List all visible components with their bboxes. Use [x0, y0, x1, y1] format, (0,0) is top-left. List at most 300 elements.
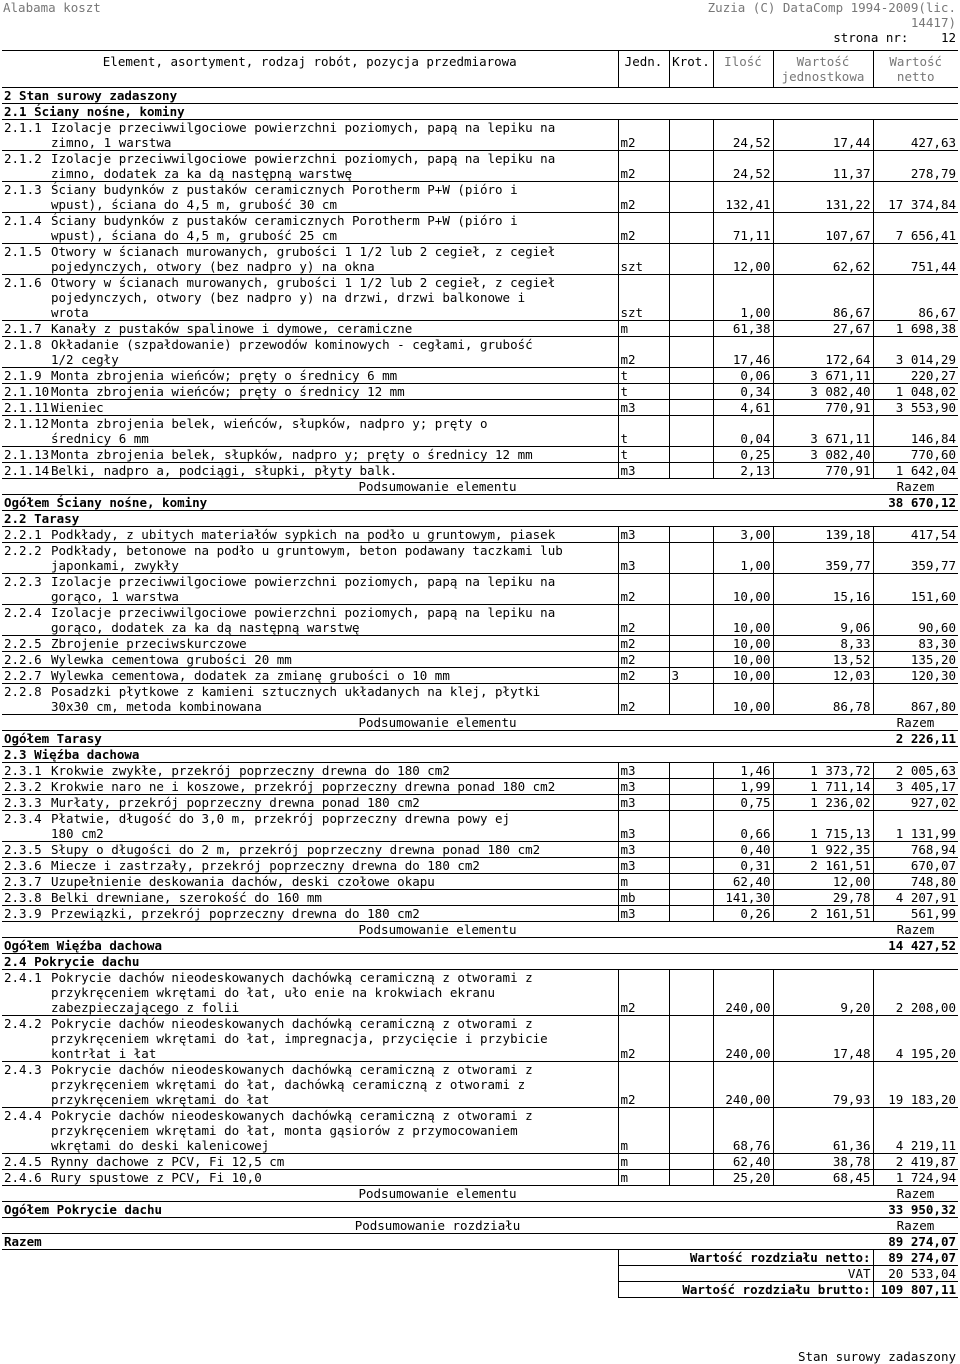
item-number: 2.3.7: [4, 874, 42, 889]
item-number: 2.3.2: [4, 779, 42, 794]
item-krot: [669, 151, 713, 182]
page-number-value: 12: [940, 30, 956, 45]
item-quantity: 2,13: [713, 463, 773, 479]
item-description-cell: [2, 890, 618, 906]
item-unit: m2: [618, 120, 669, 151]
item-quantity: 12,00: [713, 244, 773, 275]
item-description-cell: [2, 1154, 618, 1170]
section-row: [2, 954, 958, 970]
item-unit: t: [618, 447, 669, 463]
element-summary-label: Podsumowanie elementu: [2, 715, 873, 731]
item-unit: m: [618, 1108, 669, 1154]
item-net-value: 1 048,02: [873, 384, 958, 400]
item-number: 2.3.4: [4, 811, 42, 826]
item-unit-price: 61,36: [773, 1108, 873, 1154]
item-row: [2, 275, 958, 321]
item-row: [2, 811, 958, 842]
item-unit: m3: [618, 463, 669, 479]
item-quantity: 17,46: [713, 337, 773, 368]
section-total-value: 33 950,32: [873, 1202, 958, 1218]
item-unit-price: 3 671,11: [773, 416, 873, 447]
item-row: [2, 384, 958, 400]
item-number: 2.1.6: [4, 275, 42, 290]
item-row: [2, 779, 958, 795]
item-row: [2, 574, 958, 605]
item-description: Zbrojenie przeciwskurczowe: [51, 636, 247, 651]
col-unit: Jedn.: [618, 51, 669, 88]
item-description: Pokrycie dachów nieodeskowanych dachówką ceramiczną z otworami z przykręceniem wkrętami do łat, monta gąsiorów z przymocowaniem wkrętami do deski kalenicowej: [51, 1108, 533, 1153]
item-row: [2, 368, 958, 384]
item-unit-price: 3 671,11: [773, 368, 873, 384]
item-quantity: 10,00: [713, 574, 773, 605]
item-description-cell: [2, 337, 618, 368]
item-krot: [669, 1016, 713, 1062]
item-unit: szt: [618, 244, 669, 275]
item-row: [2, 416, 958, 447]
item-description-cell: [2, 463, 618, 479]
item-unit: m: [618, 1170, 669, 1186]
item-description: Monta zbrojenia wieńców; pręty o średnicy 6 mm: [51, 368, 398, 383]
item-net-value: 1 724,94: [873, 1170, 958, 1186]
item-quantity: 132,41: [713, 182, 773, 213]
item-number: 2.1.4: [4, 213, 42, 228]
chapter-vat-value: 20 533,04: [873, 1266, 958, 1282]
item-number: 2.2.1: [4, 527, 42, 542]
page-number: [833, 30, 956, 45]
item-quantity: 10,00: [713, 652, 773, 668]
item-description: Przewiązki, przekrój poprzeczny drewna do 180 cm2: [51, 906, 420, 921]
item-unit: t: [618, 368, 669, 384]
item-number: 2.3.6: [4, 858, 42, 873]
spacer-cell: [2, 1250, 618, 1266]
item-krot: [669, 337, 713, 368]
item-krot: [669, 779, 713, 795]
item-unit: m2: [618, 182, 669, 213]
item-description: Izolacje przeciwwilgociowe powierzchni poziomych, papą na lepiku na gorąco, dodatek za ka dą następną warstwę: [51, 605, 556, 635]
item-row: [2, 244, 958, 275]
item-krot: [669, 605, 713, 636]
item-row: [2, 543, 958, 574]
item-net-value: 3 553,90: [873, 400, 958, 416]
item-quantity: 141,30: [713, 890, 773, 906]
chapter-summary-row: [2, 1218, 958, 1234]
item-net-value: 561,99: [873, 906, 958, 922]
item-krot: [669, 463, 713, 479]
item-unit: m2: [618, 1062, 669, 1108]
element-summary-razem: Razem: [873, 479, 958, 495]
item-unit-price: 79,93: [773, 1062, 873, 1108]
item-row: [2, 605, 958, 636]
item-unit-price: 172,64: [773, 337, 873, 368]
item-quantity: 10,00: [713, 605, 773, 636]
header-copyright: [708, 0, 956, 30]
item-description: Rynny dachowe z PCV, Fi 12,5 cm: [51, 1154, 285, 1169]
item-description-cell: [2, 668, 618, 684]
cost-table: [2, 50, 958, 1298]
item-net-value: 120,30: [873, 668, 958, 684]
item-unit: m2: [618, 337, 669, 368]
section-total-row: [2, 1202, 958, 1218]
item-number: 2.1.10: [4, 384, 50, 399]
item-description-cell: [2, 1108, 618, 1154]
item-quantity: 10,00: [713, 636, 773, 652]
item-description: Podkłady, z ubitych materiałów sypkich na podło u gruntowym, piasek: [51, 527, 556, 542]
item-krot: [669, 527, 713, 543]
item-unit-price: 2 161,51: [773, 858, 873, 874]
section-title: 2.1 Ściany nośne, kominy: [2, 104, 958, 120]
page-footer: Stan surowy zadaszony: [797, 1349, 956, 1364]
item-description: Monta zbrojenia belek, wieńców, słupków, nadpro y; pręty o średnicy 6 mm: [51, 416, 488, 446]
item-quantity: 3,00: [713, 527, 773, 543]
item-description: Rury spustowe z PCV, Fi 10,0: [51, 1170, 262, 1185]
item-quantity: 24,52: [713, 151, 773, 182]
item-description: Wylewka cementowa, dodatek za zmianę grubości o 10 mm: [51, 668, 450, 683]
item-krot: [669, 321, 713, 337]
section-total-row: [2, 495, 958, 511]
item-description: Słupy o długości do 2 m, przekrój poprzeczny drewna ponad 180 cm2: [51, 842, 541, 857]
item-quantity: 0,25: [713, 447, 773, 463]
item-unit: m2: [618, 605, 669, 636]
item-row: [2, 763, 958, 779]
item-unit: m2: [618, 574, 669, 605]
item-row: [2, 1062, 958, 1108]
item-number: 2.2.3: [4, 574, 42, 589]
section-title: 2.2 Tarasy: [2, 511, 958, 527]
col-krot: Krot.: [669, 51, 713, 88]
item-krot: [669, 652, 713, 668]
item-krot: [669, 906, 713, 922]
item-quantity: 240,00: [713, 1062, 773, 1108]
item-unit: m: [618, 874, 669, 890]
section-total-label: Ogółem Więźba dachowa: [2, 938, 873, 954]
item-unit: m3: [618, 763, 669, 779]
item-number: 2.2.2: [4, 543, 42, 558]
item-krot: [669, 763, 713, 779]
item-unit: m: [618, 1154, 669, 1170]
item-net-value: 867,80: [873, 684, 958, 715]
chapter-total-value: 89 274,07: [873, 1234, 958, 1250]
item-unit-price: 770,91: [773, 400, 873, 416]
item-number: 2.4.4: [4, 1108, 42, 1123]
item-description: Izolacje przeciwwilgociowe powierzchni poziomych, papą na lepiku na gorąco, 1 warstwa: [51, 574, 556, 604]
chapter-total-row: [2, 1234, 958, 1250]
item-number: 2.1.9: [4, 368, 42, 383]
item-quantity: 240,00: [713, 970, 773, 1016]
item-unit: m3: [618, 795, 669, 811]
item-unit: m2: [618, 636, 669, 652]
item-row: [2, 795, 958, 811]
item-description: Belki, nadpro a, podciągi, słupki, płyty balk.: [51, 463, 398, 478]
item-unit-price: 17,48: [773, 1016, 873, 1062]
item-quantity: 0,04: [713, 416, 773, 447]
item-description: Podkłady, betonowe na podło u gruntowym, beton podawany taczkami lub japonkami, zwykły: [51, 543, 563, 573]
item-unit-price: 107,67: [773, 213, 873, 244]
item-description: Izolacje przeciwwilgociowe powierzchni poziomych, papą na lepiku na zimno, dodatek za ka dą następną warstwę: [51, 151, 556, 181]
item-unit-price: 86,67: [773, 275, 873, 321]
element-summary-row: [2, 1186, 958, 1202]
item-unit-price: 12,00: [773, 874, 873, 890]
item-description: Krokwie naro ne i koszowe, przekrój poprzeczny drewna ponad 180 cm2: [51, 779, 556, 794]
item-number: 2.4.3: [4, 1062, 42, 1077]
item-net-value: 4 195,20: [873, 1016, 958, 1062]
item-description-cell: [2, 400, 618, 416]
section-row: [2, 104, 958, 120]
item-krot: [669, 120, 713, 151]
item-description-cell: [2, 120, 618, 151]
item-unit-price: 1 236,02: [773, 795, 873, 811]
item-unit: m2: [618, 684, 669, 715]
item-description-cell: [2, 874, 618, 890]
col-element: Element, asortyment, rodzaj robót, pozycja przedmiarowa: [2, 51, 618, 88]
item-unit-price: 1 373,72: [773, 763, 873, 779]
item-net-value: 151,60: [873, 574, 958, 605]
item-krot: 3: [669, 668, 713, 684]
item-description-cell: [2, 527, 618, 543]
section-title: 2.3 Więźba dachowa: [2, 747, 958, 763]
item-description: Ściany budynków z pustaków ceramicznych Porotherm P+W (pióro i wpust), ściana do 4,5 m, grubość 25 cm: [51, 213, 518, 243]
item-krot: [669, 970, 713, 1016]
chapter-net-value: 89 274,07: [873, 1250, 958, 1266]
section-total-label: Ogółem Pokrycie dachu: [2, 1202, 873, 1218]
item-number: 2.2.6: [4, 652, 42, 667]
item-krot: [669, 244, 713, 275]
item-row: [2, 874, 958, 890]
item-quantity: 1,46: [713, 763, 773, 779]
item-quantity: 71,11: [713, 213, 773, 244]
item-unit-price: 139,18: [773, 527, 873, 543]
item-net-value: 1 131,99: [873, 811, 958, 842]
section-total-value: 38 670,12: [873, 495, 958, 511]
item-unit: m2: [618, 213, 669, 244]
header-copyright-line1: Zuzia (C) DataComp 1994-2009(lic.: [707, 0, 956, 15]
item-unit: m3: [618, 811, 669, 842]
chapter-summary-razem: Razem: [873, 1218, 958, 1234]
item-krot: [669, 636, 713, 652]
item-net-value: 2 208,00: [873, 970, 958, 1016]
item-krot: [669, 574, 713, 605]
item-description: Belki drewniane, szerokość do 160 mm: [51, 890, 322, 905]
item-unit-price: 359,77: [773, 543, 873, 574]
item-number: 2.3.3: [4, 795, 42, 810]
item-number: 2.1.14: [4, 463, 50, 478]
item-unit-price: 9,06: [773, 605, 873, 636]
item-row: [2, 120, 958, 151]
item-net-value: 86,67: [873, 275, 958, 321]
element-summary-label: Podsumowanie elementu: [2, 1186, 873, 1202]
item-description: Otwory w ścianach murowanych, grubości 1 1/2 lub 2 cegieł, z cegieł pojedynczych, otwory (bez nadpro y) na drzwi, drzwi balkonowe i wrota: [51, 275, 556, 320]
item-krot: [669, 874, 713, 890]
item-unit: t: [618, 384, 669, 400]
item-unit: m3: [618, 779, 669, 795]
item-quantity: 1,99: [713, 779, 773, 795]
item-description: Pokrycie dachów nieodeskowanych dachówką ceramiczną z otworami z przykręceniem wkrętami do łat, dachówką ceramiczną z otworami z przykręceniem wkrętami do łat: [51, 1062, 533, 1107]
item-quantity: 0,66: [713, 811, 773, 842]
item-net-value: 417,54: [873, 527, 958, 543]
item-unit-price: 27,67: [773, 321, 873, 337]
item-description: Uzupełnienie deskowania dachów, deski czołowe okapu: [51, 874, 435, 889]
col-unit-value: Wartość jednostkowa: [773, 51, 873, 88]
item-quantity: 4,61: [713, 400, 773, 416]
item-unit-price: 29,78: [773, 890, 873, 906]
section-total-value: 2 226,11: [873, 731, 958, 747]
item-quantity: 62,40: [713, 874, 773, 890]
chapter-gross-value: 109 807,11: [873, 1282, 958, 1298]
header-copyright-line2: 14417): [910, 15, 956, 30]
item-unit-price: 770,91: [773, 463, 873, 479]
section-total-label: Ogółem Tarasy: [2, 731, 873, 747]
item-net-value: 4 207,91: [873, 890, 958, 906]
item-number: 2.1.2: [4, 151, 42, 166]
item-row: [2, 668, 958, 684]
chapter-vat-row: [2, 1266, 958, 1282]
item-unit-price: 12,03: [773, 668, 873, 684]
item-net-value: 19 183,20: [873, 1062, 958, 1108]
item-unit: m3: [618, 906, 669, 922]
item-net-value: 1 642,04: [873, 463, 958, 479]
item-description-cell: [2, 182, 618, 213]
item-quantity: 0,31: [713, 858, 773, 874]
chapter-gross-label: Wartość rozdziału brutto:: [618, 1282, 873, 1298]
item-row: [2, 337, 958, 368]
item-unit-price: 62,62: [773, 244, 873, 275]
item-net-value: 2 419,87: [873, 1154, 958, 1170]
item-quantity: 10,00: [713, 684, 773, 715]
item-quantity: 0,26: [713, 906, 773, 922]
item-quantity: 68,76: [713, 1108, 773, 1154]
item-krot: [669, 1154, 713, 1170]
element-summary-label: Podsumowanie elementu: [2, 479, 873, 495]
cost-table-body: [2, 51, 958, 1298]
item-row: [2, 684, 958, 715]
section-total-label: Ogółem Ściany nośne, kominy: [2, 495, 873, 511]
item-net-value: 146,84: [873, 416, 958, 447]
item-description: Wylewka cementowa grubości 20 mm: [51, 652, 292, 667]
item-krot: [669, 842, 713, 858]
item-unit-price: 8,33: [773, 636, 873, 652]
item-description: Ściany budynków z pustaków ceramicznych Porotherm P+W (pióro i wpust), ściana do 4,5 m, grubość 30 cm: [51, 182, 518, 212]
item-description: Otwory w ścianach murowanych, grubości 1 1/2 lub 2 cegieł, z cegieł pojedynczych, otwory (bez nadpro y) na okna: [51, 244, 556, 274]
chapter-summary-label: Podsumowanie rozdziału: [2, 1218, 873, 1234]
item-number: 2.1.5: [4, 244, 42, 259]
item-net-value: 768,94: [873, 842, 958, 858]
item-row: [2, 636, 958, 652]
item-unit-price: 131,22: [773, 182, 873, 213]
item-description-cell: [2, 906, 618, 922]
element-summary-label: Podsumowanie elementu: [2, 922, 873, 938]
item-description-cell: [2, 858, 618, 874]
item-description-cell: [2, 368, 618, 384]
item-unit: m: [618, 321, 669, 337]
col-qty: Ilość: [713, 51, 773, 88]
item-unit-price: 86,78: [773, 684, 873, 715]
item-quantity: 240,00: [713, 1016, 773, 1062]
item-number: 2.1.12: [4, 416, 50, 431]
item-description-cell: [2, 213, 618, 244]
item-description-cell: [2, 151, 618, 182]
item-unit: m3: [618, 858, 669, 874]
item-net-value: 90,60: [873, 605, 958, 636]
item-krot: [669, 384, 713, 400]
chapter-net-row: [2, 1250, 958, 1266]
item-quantity: 1,00: [713, 543, 773, 574]
item-unit: m2: [618, 970, 669, 1016]
item-number: 2.2.4: [4, 605, 42, 620]
section-title: 2.4 Pokrycie dachu: [2, 954, 958, 970]
item-net-value: 359,77: [873, 543, 958, 574]
item-quantity: 0,34: [713, 384, 773, 400]
item-unit-price: 13,52: [773, 652, 873, 668]
item-row: [2, 1154, 958, 1170]
item-description-cell: [2, 574, 618, 605]
section-total-row: [2, 731, 958, 747]
item-krot: [669, 1170, 713, 1186]
item-net-value: 748,80: [873, 874, 958, 890]
column-header-row: [2, 51, 958, 88]
item-number: 2.4.1: [4, 970, 42, 985]
item-unit-price: 2 161,51: [773, 906, 873, 922]
item-net-value: 7 656,41: [873, 213, 958, 244]
item-unit: t: [618, 416, 669, 447]
item-description-cell: [2, 652, 618, 668]
item-number: 2.3.1: [4, 763, 42, 778]
item-quantity: 61,38: [713, 321, 773, 337]
chapter-vat-label: VAT: [618, 1266, 873, 1282]
item-krot: [669, 890, 713, 906]
element-summary-row: [2, 479, 958, 495]
item-description-cell: [2, 244, 618, 275]
item-krot: [669, 368, 713, 384]
item-quantity: 0,75: [713, 795, 773, 811]
section-row: [2, 747, 958, 763]
chapter-total-label: Razem: [2, 1234, 873, 1250]
item-row: [2, 213, 958, 244]
item-number: 2.1.13: [4, 447, 50, 462]
item-description-cell: [2, 811, 618, 842]
element-summary-row: [2, 922, 958, 938]
item-description-cell: [2, 1016, 618, 1062]
chapter-row: [2, 88, 958, 104]
item-net-value: 770,60: [873, 447, 958, 463]
item-description: Monta zbrojenia belek, słupków, nadpro y; pręty o średnicy 12 mm: [51, 447, 533, 462]
item-description: Krokwie zwykłe, przekrój poprzeczny drewna do 180 cm2: [51, 763, 450, 778]
item-row: [2, 842, 958, 858]
item-description-cell: [2, 543, 618, 574]
item-row: [2, 970, 958, 1016]
item-description-cell: [2, 1170, 618, 1186]
item-krot: [669, 447, 713, 463]
item-description-cell: [2, 447, 618, 463]
item-number: 2.1.1: [4, 120, 42, 135]
item-row: [2, 151, 958, 182]
item-number: 2.1.8: [4, 337, 42, 352]
item-net-value: 220,27: [873, 368, 958, 384]
item-krot: [669, 416, 713, 447]
item-unit: m2: [618, 151, 669, 182]
item-row: [2, 890, 958, 906]
item-unit: m3: [618, 400, 669, 416]
item-krot: [669, 182, 713, 213]
item-net-value: 3 014,29: [873, 337, 958, 368]
item-net-value: 670,07: [873, 858, 958, 874]
item-row: [2, 463, 958, 479]
item-unit-price: 3 082,40: [773, 447, 873, 463]
item-row: [2, 182, 958, 213]
item-quantity: 10,00: [713, 668, 773, 684]
element-summary-row: [2, 715, 958, 731]
item-unit: m3: [618, 842, 669, 858]
item-description-cell: [2, 416, 618, 447]
item-number: 2.1.7: [4, 321, 42, 336]
